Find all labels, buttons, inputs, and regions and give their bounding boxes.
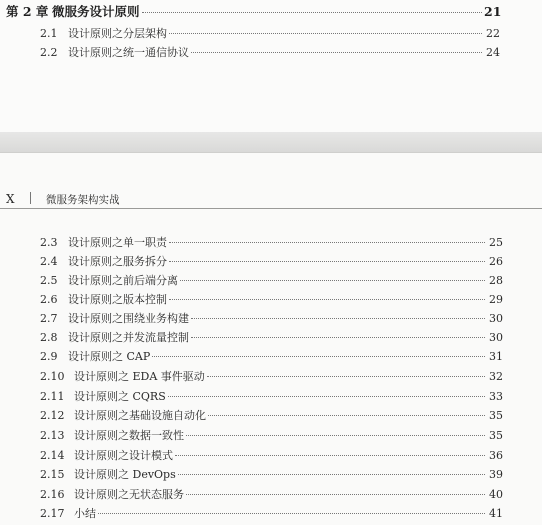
section-title: 设计原则之数据一致性 (74, 429, 184, 442)
section-number: 2.15 (40, 468, 65, 481)
leader-dots (191, 52, 482, 53)
chapter-title: 微服务设计原则 (52, 4, 140, 19)
leader-dots (98, 513, 485, 514)
section-title: 设计原则之版本控制 (68, 293, 167, 306)
leader-dots (186, 435, 485, 436)
toc-entry (40, 272, 503, 288)
section-number: 2.17 (40, 507, 65, 520)
header-separator (30, 192, 31, 204)
section-title: 设计原则之 CQRS (74, 390, 166, 403)
section-page: 36 (489, 449, 503, 462)
leader-dots (142, 12, 482, 13)
leader-dots (175, 455, 485, 456)
header-book-title: 微服务架构实战 (46, 194, 120, 206)
section-page: 30 (489, 312, 503, 325)
section-page: 33 (489, 390, 503, 403)
toc-entry (40, 505, 503, 521)
section-page: 26 (489, 255, 503, 268)
toc-entry (40, 329, 503, 345)
section-page: 35 (489, 429, 503, 442)
section-title: 设计原则之前后端分离 (68, 274, 178, 287)
section-page: 22 (486, 27, 500, 40)
section-title: 设计原则之并发流量控制 (68, 331, 189, 344)
section-title: 设计原则之 CAP (68, 350, 151, 363)
section-number: 2.12 (40, 409, 65, 422)
leader-dots (191, 318, 485, 319)
section-title: 设计原则之 DevOps (74, 468, 176, 481)
section-title: 设计原则之服务拆分 (68, 255, 167, 268)
section-page: 32 (489, 370, 503, 383)
leader-dots (168, 396, 485, 397)
section-title: 设计原则之单一职责 (68, 236, 167, 249)
section-number: 2.8 (40, 331, 58, 344)
chapter-page: 21 (484, 4, 502, 19)
toc-entry (40, 253, 503, 269)
section-page: 31 (489, 350, 503, 363)
leader-dots (169, 242, 485, 243)
toc-entry (40, 310, 503, 326)
leader-dots (169, 299, 485, 300)
leader-dots (186, 494, 485, 495)
leader-dots (169, 33, 482, 34)
section-number: 2.14 (40, 449, 65, 462)
section-number: 2.10 (40, 370, 65, 383)
toc-entry (40, 25, 500, 41)
leader-dots (191, 337, 485, 338)
section-title: 设计原则之围绕业务构建 (68, 312, 189, 325)
section-page: 41 (489, 507, 503, 520)
section-page: 35 (489, 409, 503, 422)
toc-entry (40, 486, 503, 502)
section-page: 25 (489, 236, 503, 249)
section-number: 2.9 (40, 350, 58, 363)
section-title: 设计原则之 EDA 事件驱动 (74, 370, 205, 383)
toc-entry (40, 466, 503, 482)
toc-chapter-2 (6, 2, 500, 20)
page-gap (0, 132, 542, 152)
leader-dots (208, 415, 485, 416)
toc-entry (40, 44, 500, 60)
running-header (0, 190, 542, 209)
section-page: 29 (489, 293, 503, 306)
leader-dots (180, 280, 485, 281)
section-number: 2.3 (40, 236, 58, 249)
section-title: 设计原则之基础设施自动化 (74, 409, 206, 422)
toc-entry (40, 427, 503, 443)
section-number: 2.11 (40, 390, 65, 403)
toc-entry (40, 388, 503, 404)
section-page: 30 (489, 331, 503, 344)
leader-dots (169, 261, 485, 262)
section-title: 设计原则之分层架构 (68, 27, 167, 40)
toc-entry (40, 348, 503, 364)
section-title: 设计原则之统一通信协议 (68, 46, 189, 59)
section-title: 小结 (74, 507, 96, 520)
toc-entry (40, 291, 503, 307)
toc-entry (40, 368, 503, 384)
toc-entry (40, 407, 503, 423)
section-number: 2.6 (40, 293, 58, 306)
section-number: 2.13 (40, 429, 65, 442)
section-number: 2.5 (40, 274, 58, 287)
section-number: 2.2 (40, 46, 58, 59)
header-page-number: X (6, 192, 15, 206)
section-number: 2.1 (40, 27, 58, 40)
section-number: 2.4 (40, 255, 58, 268)
chapter-number: 第 2 章 (6, 4, 49, 19)
section-title: 设计原则之设计模式 (74, 449, 173, 462)
section-page: 39 (489, 468, 503, 481)
toc-entry (40, 447, 503, 463)
toc-entry (40, 234, 503, 250)
section-number: 2.7 (40, 312, 58, 325)
leader-dots (178, 474, 485, 475)
leader-dots (152, 356, 485, 357)
section-page: 28 (489, 274, 503, 287)
section-number: 2.16 (40, 488, 65, 501)
leader-dots (207, 376, 485, 377)
section-title: 设计原则之无状态服务 (74, 488, 184, 501)
section-page: 24 (486, 46, 500, 59)
section-page: 40 (489, 488, 503, 501)
